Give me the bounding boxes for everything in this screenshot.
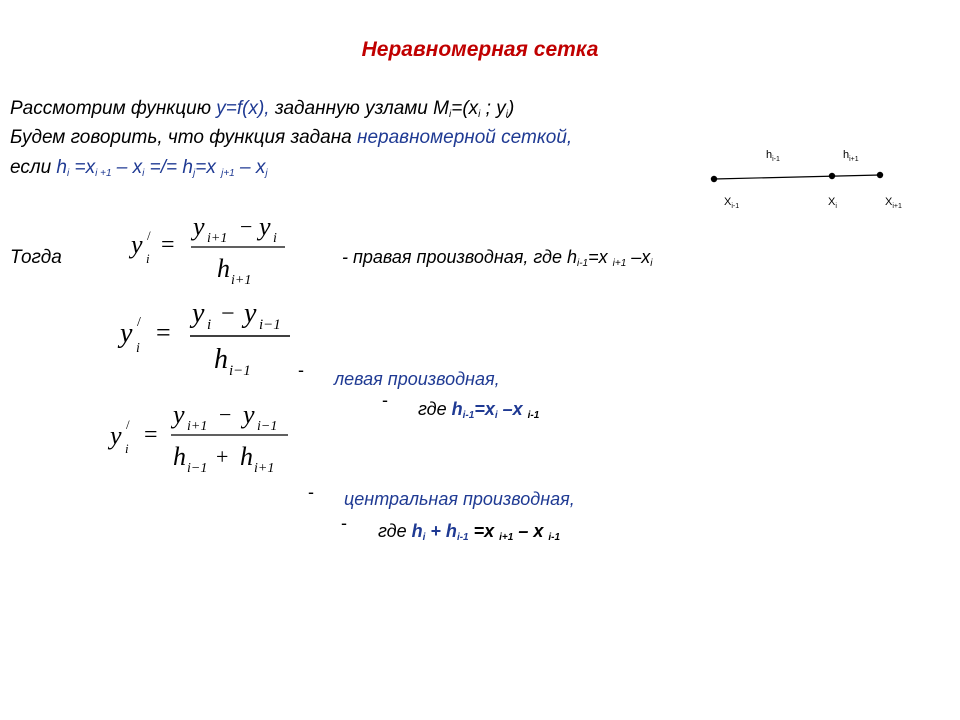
intro-text: заданную узлами — [269, 98, 434, 119]
subscript: i — [478, 109, 481, 120]
formula-left-derivative — [110, 290, 300, 385]
subscript: i-1 — [577, 258, 589, 269]
grid-diagram — [700, 140, 920, 220]
equals-sign: = — [161, 232, 175, 258]
subscript: i — [650, 258, 653, 269]
where-expression — [452, 399, 498, 419]
central-derivative-where — [378, 521, 560, 542]
label-h-right: $h_{i+1}$ — [843, 149, 859, 163]
subscript: i +1 — [95, 168, 112, 179]
lhs-y: y — [131, 230, 143, 259]
subscript: j — [265, 168, 268, 179]
expr-text: + h — [425, 521, 457, 541]
num-y1: y — [193, 212, 205, 241]
label-x-middle: $X_i$ — [828, 196, 837, 210]
note-text: левая производная, — [334, 369, 500, 389]
minus-sign: − — [221, 301, 235, 327]
note-text: где — [418, 399, 452, 419]
note-text: - правая производная, где h — [342, 247, 577, 267]
expr-text: – x — [234, 157, 266, 178]
equals-sign: = — [144, 422, 158, 448]
num-sub2: i−1 — [257, 419, 278, 434]
formula-central-derivative — [100, 395, 310, 480]
subscript: i — [448, 109, 452, 120]
num-y1: y — [192, 298, 205, 329]
expr-text: – x — [111, 157, 143, 178]
den-h2: h — [240, 442, 253, 471]
den-sub: i−1 — [229, 363, 251, 379]
expr-text: =x — [195, 157, 222, 178]
num-sub2: i−1 — [259, 317, 281, 333]
where-expression — [412, 521, 469, 541]
expr-text: =/= h — [144, 157, 193, 178]
lhs-y: y — [110, 421, 122, 450]
num-y1: y — [173, 400, 185, 429]
h-symbol: h — [411, 521, 423, 541]
note-text: центральная производная, — [344, 489, 575, 509]
subscript: i-1 — [527, 410, 540, 421]
num-sub2: i — [273, 231, 277, 246]
intro-text: ; y — [480, 98, 506, 119]
subscript: i-1 — [548, 532, 561, 543]
minus-sign: − — [240, 214, 253, 239]
dash-marker: - — [308, 482, 314, 502]
expr-text: =x — [69, 157, 96, 178]
lhs-subscript: i — [125, 441, 129, 456]
left-derivative-label — [334, 369, 500, 390]
label-h-left: $h_{i-1}$ — [766, 149, 780, 163]
num-sub1: i+1 — [187, 419, 208, 434]
subscript: j — [192, 168, 196, 179]
den-h: h — [217, 254, 230, 283]
den-h1: h — [173, 442, 186, 471]
togda-label: Тогда — [10, 247, 62, 268]
lhs-y: y — [120, 318, 133, 349]
intro-text: Рассмотрим функцию — [10, 98, 217, 119]
dash-marker: - — [341, 513, 347, 533]
note-text: =x — [588, 247, 613, 267]
node-left — [711, 176, 717, 182]
intro-text: если — [10, 157, 57, 178]
subscript: i — [422, 532, 426, 543]
right-derivative-note — [342, 247, 653, 268]
h-symbol: h — [451, 399, 463, 419]
plus-sign: + — [216, 444, 229, 469]
central-derivative-label — [344, 489, 575, 510]
minus-sign: − — [219, 402, 232, 427]
node-symbol: M — [433, 98, 449, 119]
dash-marker: - — [298, 360, 304, 380]
intro-text: ) — [507, 98, 515, 119]
den-h: h — [214, 344, 228, 375]
prime-mark: / — [147, 228, 151, 243]
slide-title: Неравномерная сетка — [361, 38, 599, 61]
equals-sign: = — [156, 318, 171, 347]
lhs-subscript: i — [136, 341, 140, 356]
lhs-subscript: i — [146, 251, 150, 266]
intro-text: =(x — [451, 98, 479, 119]
num-sub1: i+1 — [207, 231, 228, 246]
function-notation: y=f(x), — [216, 98, 270, 119]
node-right — [877, 172, 883, 178]
prime-mark: / — [126, 417, 130, 432]
formula-right-derivative — [125, 205, 305, 290]
prime-mark: / — [137, 315, 141, 330]
subscript: i+1 — [612, 258, 627, 269]
label-x-left: $X_{i-1}$ — [724, 196, 740, 210]
expr-text: –x — [497, 399, 528, 419]
subscript: i-1 — [456, 532, 469, 543]
subscript: j+1 — [221, 168, 235, 179]
den-sub: i+1 — [231, 273, 252, 288]
subscript: i — [67, 168, 70, 179]
expr-text: =x — [474, 399, 495, 419]
intro-line-1 — [10, 98, 514, 120]
condition-expression — [56, 157, 267, 178]
note-text: –x — [626, 247, 651, 267]
grid-line — [714, 175, 880, 179]
highlight-term: неравномерной сеткой, — [357, 127, 573, 148]
dash-marker: - — [382, 390, 388, 410]
node-middle — [829, 173, 835, 179]
num-y2: y — [244, 298, 257, 329]
label-x-right: $X_{i+1}$ — [885, 196, 902, 210]
num-y2: y — [243, 400, 255, 429]
h-symbol: h — [56, 157, 67, 178]
intro-text: Будем говорить, что функция задана — [10, 127, 358, 148]
expr-text: =x — [468, 521, 500, 541]
subscript: i-1 — [462, 410, 475, 421]
note-text: где — [378, 521, 412, 541]
subscript: i — [494, 410, 498, 421]
subscript: i+1 — [499, 532, 514, 543]
den-sub1: i−1 — [187, 461, 208, 476]
subscript: i — [505, 109, 508, 120]
num-sub1: i — [207, 317, 212, 333]
subscript: i — [142, 168, 145, 179]
left-derivative-where — [418, 399, 539, 420]
expr-text: – x — [513, 521, 549, 541]
intro-line-2 — [10, 127, 572, 149]
num-y2: y — [259, 212, 271, 241]
den-sub2: i+1 — [254, 461, 275, 476]
intro-line-3 — [10, 157, 268, 179]
